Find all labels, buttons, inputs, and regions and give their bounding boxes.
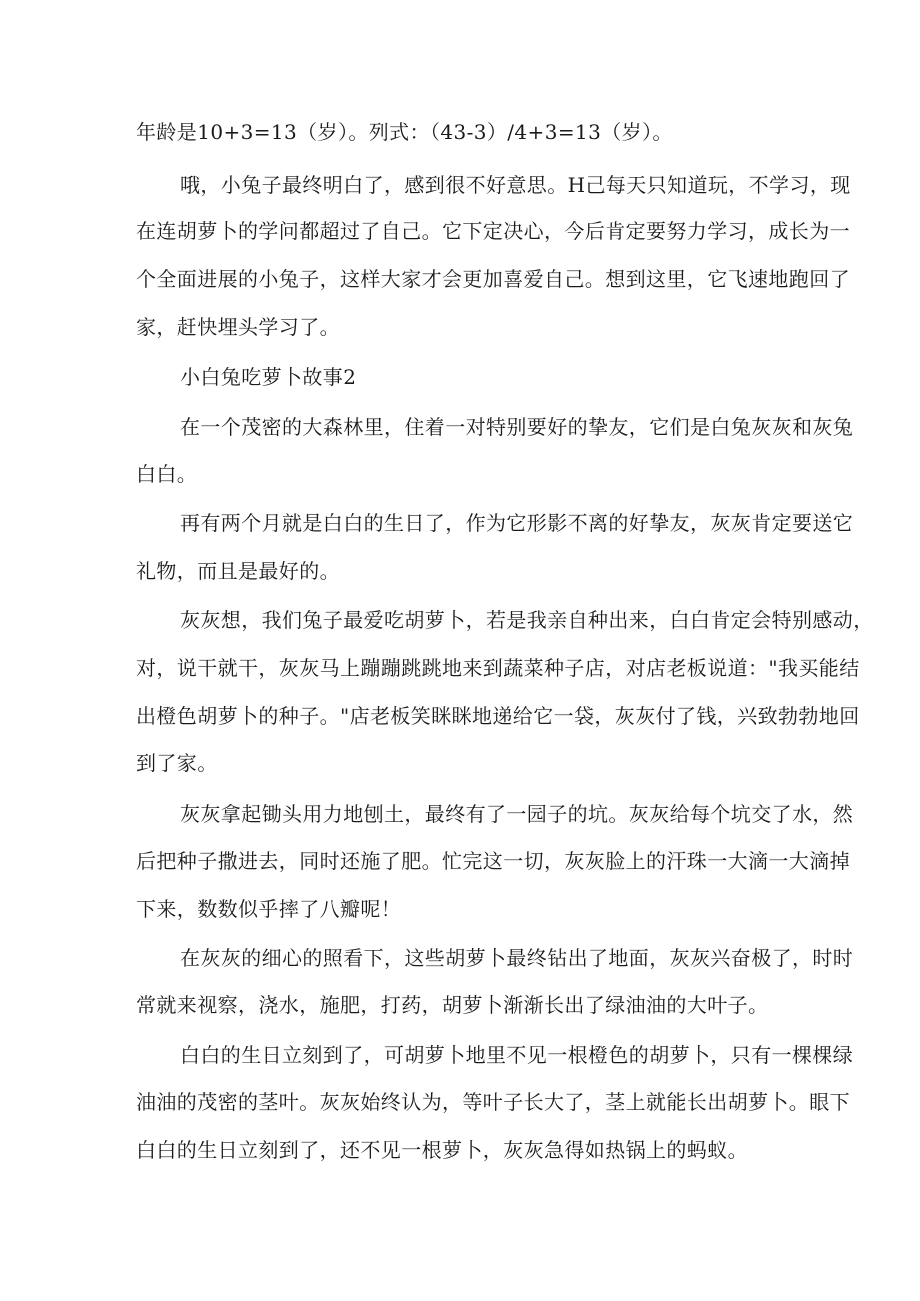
text-line: 常就来视察，浇水，施肥，打药，胡萝卜渐渐长出了绿油油的大叶子。	[136, 993, 769, 1017]
text-line: 下来，数数似乎摔了八瓣呢！	[136, 897, 402, 921]
section-heading: 小白兔吃萝卜故事2	[180, 365, 357, 389]
text-line: 年龄是10+3=13（岁）。列式：（43-3）/4+3=13（岁）。	[136, 120, 673, 144]
paragraph-first-line: 再有两个月就是白白的生日了，作为它形影不离的好挚友，灰灰肯定要送它	[180, 511, 854, 535]
text-line: 在连胡萝卜的学问都超过了自己。它下定决心，今后肯定要努力学习，成长为一	[136, 219, 850, 243]
text-line: 出橙色胡萝卜的种子。"店老板笑眯眯地递给它一袋，灰灰付了钱，兴致勃勃地回	[136, 704, 860, 728]
text-line: 到了家。	[136, 751, 218, 775]
text-line: 白白。	[136, 462, 198, 486]
text-line: 白白的生日立刻到了，还不见一根萝卜，灰灰急得如热锅上的蚂蚁。	[136, 1138, 748, 1162]
text-line: 礼物，而且是最好的。	[136, 559, 340, 583]
text-line: 对，说干就干，灰灰马上蹦蹦跳跳地来到蔬菜种子店，对店老板说道："我买能结	[136, 656, 860, 680]
text-line: 家，赶快埋头学习了。	[136, 315, 340, 339]
paragraph-first-line: 灰灰想，我们兔子最爱吃胡萝卜，若是我亲自种出来，白白肯定会特别感动，	[180, 608, 874, 632]
text-line: 油油的茂密的茎叶。灰灰始终认为，等叶子长大了，茎上就能长出胡萝卜。眼下	[136, 1090, 850, 1114]
paragraph-first-line: 白白的生日立刻到了，可胡萝卜地里不见一根橙色的胡萝卜，只有一棵棵绿	[180, 1043, 854, 1067]
paragraph-first-line: 在灰灰的细心的照看下，这些胡萝卜最终钻出了地面，灰灰兴奋极了，时时	[180, 946, 854, 970]
text-line: 后把种子撒进去，同时还施了肥。忙完这一切，灰灰脸上的汗珠一大滴一大滴掉	[136, 849, 850, 873]
paragraph-first-line: 灰灰拿起锄头用力地刨土，最终有了一园子的坑。灰灰给每个坑交了水，然	[180, 802, 854, 826]
paragraph-first-line: 哦，小兔子最终明白了，感到很不好意思。H己每天只知道玩，不学习，现	[180, 173, 851, 197]
paragraph-first-line: 在一个茂密的大森林里，住着一对特别要好的挚友，它们是白兔灰灰和灰兔	[180, 415, 854, 439]
text-line: 个全面进展的小兔子，这样大家才会更加喜爱自己。想到这里，它飞速地跑回了	[136, 267, 850, 291]
